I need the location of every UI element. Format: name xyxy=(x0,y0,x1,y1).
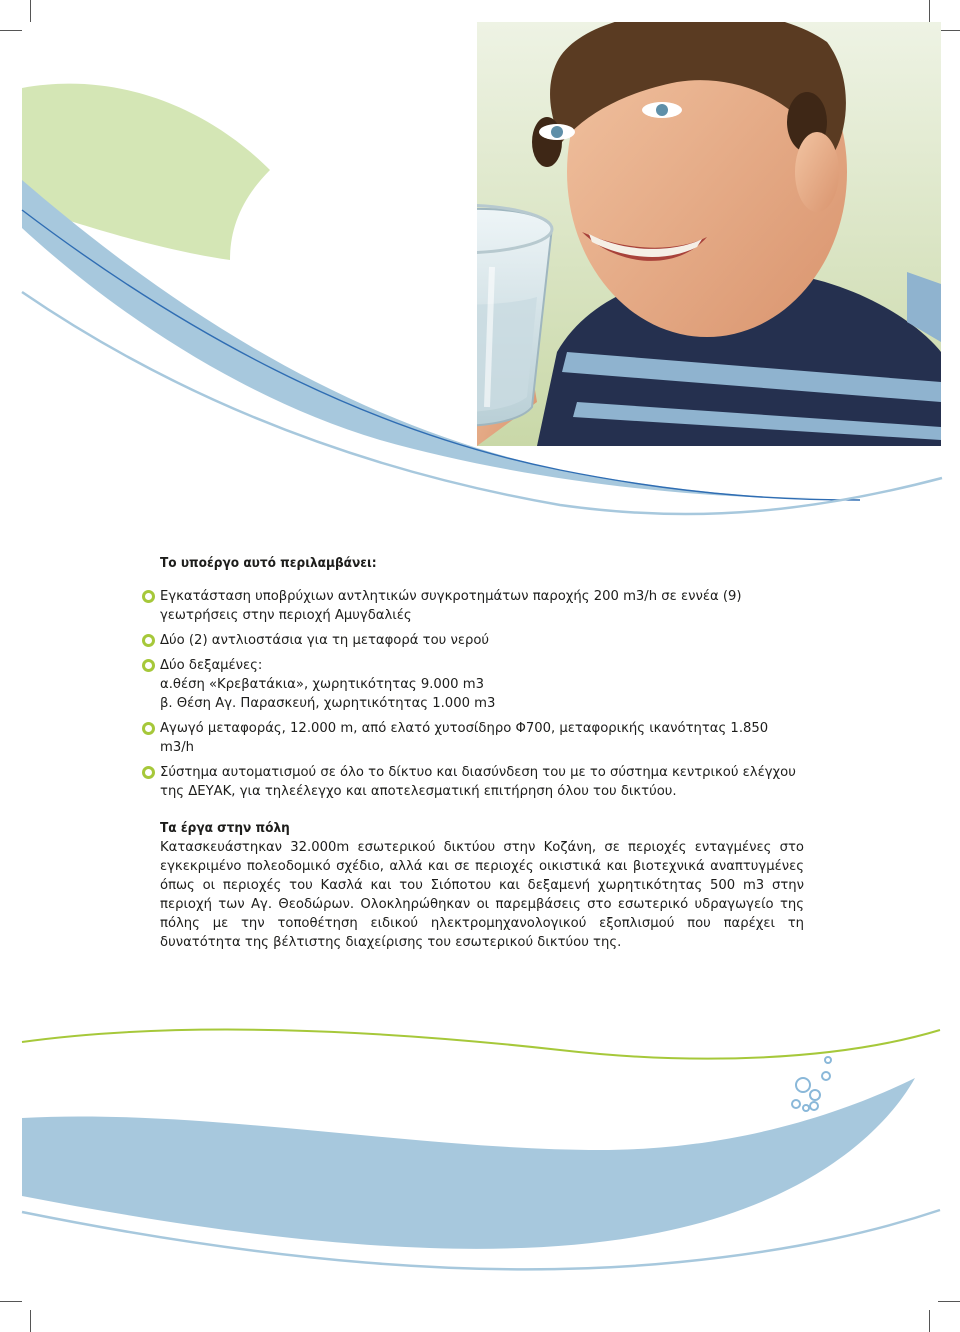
list-item-text: Δύο (2) αντλιοστάσια για τη μεταφορά του νερού xyxy=(160,633,490,648)
crop-mark-bottom-right-h xyxy=(938,1301,960,1302)
list-item xyxy=(142,763,804,801)
component-list xyxy=(142,587,804,801)
list-item-text: Δύο δεξαμένες: xyxy=(160,658,263,673)
crop-mark-bottom-left xyxy=(30,1310,31,1332)
document-body xyxy=(142,554,804,952)
list-item xyxy=(142,656,804,713)
bullet-icon xyxy=(142,634,155,647)
bullet-icon xyxy=(142,590,155,603)
crop-mark-bottom-left-h xyxy=(0,1301,22,1302)
city-works-section xyxy=(160,819,804,952)
intro-heading: Το υποέργο αυτό περιλαμβάνει: xyxy=(160,555,377,571)
list-item-text: Εγκατάσταση υποβρύχιων αντλητικών συγκροτημάτων παροχής 200 m3/h σε εννέα (9) γεωτρήσεις στην περιοχή Αμυγδαλιές xyxy=(160,589,742,623)
section-heading: Τα έργα στην πόλη xyxy=(160,820,290,836)
crop-mark-bottom-right xyxy=(929,1310,930,1332)
bubbles-icon xyxy=(792,1057,831,1111)
list-sub-item: β. Θέση Αγ. Παρασκευή, χωρητικότητας 1.000 m3 xyxy=(160,696,496,711)
bullet-icon xyxy=(142,766,155,779)
green-wave-line xyxy=(22,1030,940,1059)
bullet-icon xyxy=(142,659,155,672)
bullet-icon xyxy=(142,722,155,735)
section-body: Κατασκευάστηκαν 32.000m εσωτερικού δικτύου στην Κοζάνη, σε περιοχές ενταγμένες στο εγκεκριμένο πολεοδομικό σχέδιο, αλλά και σε περιοχές οικιστικά και βιοτεχνικά αναπτυγμένες όπως οι περιοχές του Κασλά και του Σιόποτου και δεξαμενή χωρητικότητας 500 m3 στην περιοχή των Αγ. Θεοδώρων. Ολοκληρώθηκαν οι παρεμβάσεις στο εσωτερικό υδραγωγείο της πόλης με την τοποθέτηση ειδικού ηλεκτρομηχανολογικού εξοπλισμού που παρέχει τη δυνατότητα της βέλτιστης διαχείρισης του εσωτερικού δικτύου της. xyxy=(160,840,804,950)
boy-with-glass-photo xyxy=(477,22,941,446)
list-item-text: Σύστημα αυτοματισμού σε όλο το δίκτυο και διασύνδεση του με το σύστημα κεντρικού ελέγχου της ΔΕΥΑΚ, για τηλεέλεγχο και αποτελεσματική επιτήρηση όλου του δικτύου. xyxy=(160,765,796,799)
blue-thin-wave xyxy=(22,1210,940,1269)
list-item-text: Αγωγό μεταφοράς, 12.000 m, από ελατό χυτοσίδηρο Φ700, μεταφορικής ικανότητας 1.850 m3/h xyxy=(160,721,769,755)
blue-wave-shape xyxy=(22,1078,915,1249)
list-item xyxy=(142,719,804,757)
list-sub-item: α.θέση «Κρεβατάκια», χωρητικότητας 9.000 m3 xyxy=(160,677,485,692)
list-item xyxy=(142,587,804,625)
list-item xyxy=(142,631,804,650)
